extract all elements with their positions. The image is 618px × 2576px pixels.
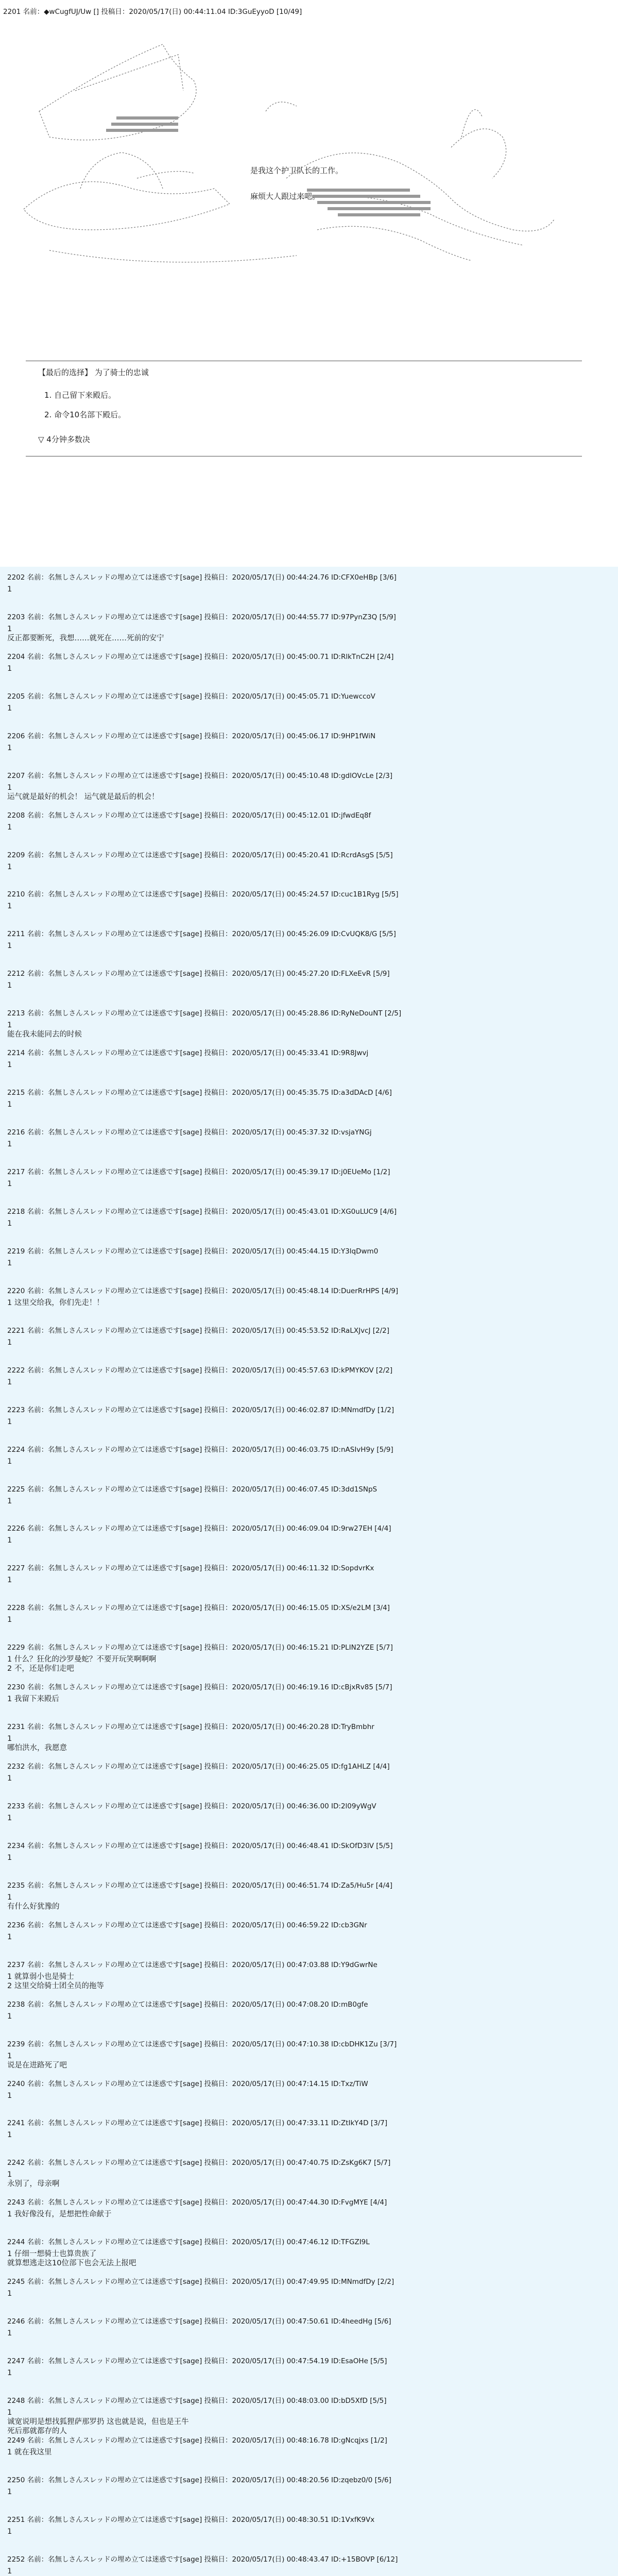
- reply-post: [7, 929, 610, 951]
- post-header: 2214 名前：名無しさんスレッドの埋め立ては迷惑です[sage] 投稿日：2020/05/17(日) 00:45:33.41 ID:9R8Jwvj: [7, 1049, 369, 1057]
- reply-post: [7, 652, 610, 673]
- post-header: 2216 名前：名無しさんスレッドの埋め立ては迷惑です[sage] 投稿日：2020/05/17(日) 00:45:37.32 ID:vsjaYNGj: [7, 1128, 372, 1137]
- post-header: 2203 名前：名無しさんスレッドの埋め立ては迷惑です[sage] 投稿日：2020/05/17(日) 00:44:55.77 ID:97PynZ3Q [5/9]: [7, 613, 396, 621]
- post-body: 1: [7, 1576, 12, 1584]
- post-body: 1: [7, 981, 12, 990]
- post-body: 1: [7, 704, 12, 713]
- post-header: 2235 名前：名無しさんスレッドの埋め立ては迷惑です[sage] 投稿日：2020/05/17(日) 00:46:51.74 ID:Za5/Hu5r [4/4]: [7, 1882, 393, 1890]
- reply-post: [7, 1366, 610, 1387]
- post-header: 2213 名前：名無しさんスレッドの埋め立ては迷惑です[sage] 投稿日：2020/05/17(日) 00:45:28.86 ID:RyNeDouNT [2/5]: [7, 1009, 402, 1018]
- art-dialogue-line: 是我这个护卫队长的工作。: [250, 166, 344, 175]
- post-header: 2217 名前：名無しさんスレッドの埋め立ては迷惑です[sage] 投稿日：2020/05/17(日) 00:45:39.17 ID:j0EUeMo [1/2]: [7, 1168, 390, 1176]
- post-body: 1: [7, 2131, 12, 2139]
- post-body: 1: [7, 744, 12, 752]
- reply-post: [7, 2436, 610, 2457]
- post-header: 2246 名前：名無しさんスレッドの埋め立ては迷惑です[sage] 投稿日：2020/05/17(日) 00:47:50.61 ID:4heedHg [5/6]: [7, 2317, 391, 2326]
- post-body: 1: [7, 1536, 12, 1545]
- post-header: 2204 名前：名無しさんスレッドの埋め立ては迷惑です[sage] 投稿日：2020/05/17(日) 00:45:00.71 ID:RlkTnC2H [2/4]: [7, 653, 394, 661]
- post-body: 1: [7, 2369, 12, 2377]
- art-dialogue-line: 麻烦大人跟过来吧。: [250, 192, 320, 201]
- post-body: 1: [7, 1774, 12, 1783]
- vote-time-note: ▽ 4分钟多数决: [38, 435, 90, 444]
- reply-post: [7, 2198, 610, 2219]
- post-header: 2219 名前：名無しさんスレッドの埋め立ては迷惑です[sage] 投稿日：2020/05/17(日) 00:45:44.15 ID:Y3lqDwm0: [7, 1247, 379, 1256]
- post-body: 1 哪怕洪水，我愿意: [7, 1735, 67, 1752]
- post-header: 2250 名前：名無しさんスレッドの埋め立ては迷惑です[sage] 投稿日：2020/05/17(日) 00:48:20.56 ID:zqebz0/0 [5/6]: [7, 2476, 391, 2484]
- ascii-art-illustration: [8, 34, 611, 292]
- reply-post: [7, 2277, 610, 2298]
- vote-choices: [26, 359, 582, 459]
- post-header: 2247 名前：名無しさんスレッドの埋め立ては迷惑です[sage] 投稿日：2020/05/17(日) 00:47:54.19 ID:EsaOHe [5/5]: [7, 2357, 387, 2365]
- post-body: 1 我好像没有，是想把性命献于: [7, 2210, 112, 2218]
- reply-post: [7, 1643, 610, 1673]
- post-header: 2205 名前：名無しさんスレッドの埋め立ては迷惑です[sage] 投稿日：2020/05/17(日) 00:45:05.71 ID:YuewccoV: [7, 692, 375, 701]
- post-header: 2244 名前：名無しさんスレッドの埋め立ては迷惑です[sage] 投稿日：2020/05/17(日) 00:47:46.12 ID:TFGZI9L: [7, 2238, 370, 2246]
- post-header: 2242 名前：名無しさんスレッドの埋め立ては迷惑です[sage] 投稿日：2020/05/17(日) 00:47:40.75 ID:ZsKg6K7 [5/7]: [7, 2159, 391, 2167]
- post-body: 1 永别了，母亲啊: [7, 2171, 60, 2188]
- post-header: 2229 名前：名無しさんスレッドの埋め立ては迷惑です[sage] 投稿日：2020/05/17(日) 00:46:15.21 ID:PLIN2YZE [5/7]: [7, 1643, 393, 1652]
- post-header: 2201 名前：◆wCugfUJ/Uw [] 投稿日：2020/05/17(日) 00:44:11.04 ID:3GuEyyoD [10/49]: [3, 8, 302, 16]
- reply-post: [7, 1802, 610, 1823]
- vote-option: 1. 自己留下来殿后。: [44, 391, 116, 400]
- art-dialogue: [250, 158, 343, 209]
- reply-post: [7, 1326, 610, 1347]
- reply-post: [7, 1881, 610, 1911]
- post-body: 1 这里交给我，你们先走！！: [7, 1299, 104, 1307]
- reply-post: [7, 1485, 610, 1506]
- post-body: 1: [7, 1458, 12, 1466]
- reply-post: [7, 692, 610, 713]
- post-header: 2211 名前：名無しさんスレッドの埋め立ては迷惑です[sage] 投稿日：2020/05/17(日) 00:45:26.09 ID:CvUQK8/G [5/5]: [7, 930, 396, 938]
- post-header: 2232 名前：名無しさんスレッドの埋め立ては迷惑です[sage] 投稿日：2020/05/17(日) 00:46:25.05 ID:fg1AHLZ [4/4]: [7, 1762, 390, 1771]
- reply-post: [7, 2000, 610, 2021]
- post-body: 1: [7, 1100, 12, 1109]
- reply-post: [7, 2476, 610, 2497]
- reply-post: [7, 573, 610, 594]
- post-body: 1 什么？狂化的沙罗曼蛇？不要开玩笑啊啊啊 2 不，还是你们走吧: [7, 1655, 157, 1673]
- post-body: 1: [7, 2290, 12, 2298]
- reply-post: [7, 2158, 610, 2189]
- post-body: 1: [7, 1497, 12, 1505]
- post-header: 2206 名前：名無しさんスレッドの埋め立ては迷惑です[sage] 投稿日：2020/05/17(日) 00:45:06.17 ID:9HP1fWiN: [7, 732, 376, 740]
- post-body: 1 就算弱小也是骑士 2 这里交给骑士团全员的拖等: [7, 1973, 104, 1990]
- reply-post: [7, 2119, 610, 2140]
- reply-post: [7, 1762, 610, 1783]
- reply-post: [7, 1722, 610, 1753]
- post-header: 2210 名前：名無しさんスレッドの埋め立ては迷惑です[sage] 投稿日：2020/05/17(日) 00:45:24.57 ID:cuc1B1Ryg [5/5]: [7, 890, 399, 899]
- post-body: 1: [7, 1378, 12, 1386]
- post-body: 1: [7, 1259, 12, 1267]
- reply-post: [7, 1683, 610, 1704]
- vote-option: 2. 命令10名部下殿后。: [44, 410, 126, 419]
- post-body: 1: [7, 863, 12, 871]
- post-body: 1: [7, 1616, 12, 1624]
- post-header: 2202 名前：名無しさんスレッドの埋め立ては迷惑です[sage] 投稿日：2020/05/17(日) 00:44:24.76 ID:CFX0eHBp [3/6]: [7, 573, 397, 582]
- post-header: 2241 名前：名無しさんスレッドの埋め立ては迷惑です[sage] 投稿日：2020/05/17(日) 00:47:33.11 ID:ZtIkY4D [3/7]: [7, 2119, 388, 2127]
- reply-post: [7, 1088, 610, 1109]
- reply-post: [7, 1286, 610, 1308]
- post-header: 2208 名前：名無しさんスレッドの埋め立ては迷惑です[sage] 投稿日：2020/05/17(日) 00:45:12.01 ID:jfwdEq8f: [7, 811, 371, 820]
- post-body: 1: [7, 1418, 12, 1426]
- reply-post: [7, 851, 610, 872]
- reply-post: [7, 1009, 610, 1039]
- post-body: 1: [7, 1338, 12, 1347]
- post-body: 1 诚宽说明是想找狐狸萨那罗扔 这也就是说，但也是王牛 死后那就都存的人: [7, 2409, 189, 2435]
- post-body: 1 说是在进路死了吧: [7, 2052, 67, 2070]
- original-post: [3, 3, 615, 518]
- post-body: 1: [7, 2012, 12, 2021]
- reply-post: [7, 1405, 610, 1427]
- reply-post: [7, 1247, 610, 1268]
- post-header: 2237 名前：名無しさんスレッドの埋め立ては迷惑です[sage] 投稿日：2020/05/17(日) 00:47:03.88 ID:Y9dGwrNe: [7, 1961, 377, 1969]
- post-header: 2240 名前：名無しさんスレッドの埋め立ては迷惑です[sage] 投稿日：2020/05/17(日) 00:47:14.15 ID:Txz/TiW: [7, 2080, 368, 2088]
- reply-post: [7, 969, 610, 990]
- reply-post: [7, 613, 610, 643]
- post-header: 2228 名前：名無しさんスレッドの埋め立ては迷惑です[sage] 投稿日：2020/05/17(日) 00:46:15.05 ID:XS/e2LM [3/4]: [7, 1604, 390, 1612]
- reply-post: [7, 2396, 610, 2436]
- reply-post: [7, 2040, 610, 2070]
- post-header: 2251 名前：名無しさんスレッドの埋め立ては迷惑です[sage] 投稿日：2020/05/17(日) 00:48:30.51 ID:1VxfK9Vx: [7, 2516, 375, 2524]
- post-header: 2225 名前：名無しさんスレッドの埋め立ては迷惑です[sage] 投稿日：2020/05/17(日) 00:46:07.45 ID:3dd1SNpS: [7, 1485, 377, 1494]
- post-header: 2220 名前：名無しさんスレッドの埋め立ては迷惑です[sage] 投稿日：2020/05/17(日) 00:45:48.14 ID:DuerRrHPS [4/9]: [7, 1287, 399, 1295]
- post-header: 2207 名前：名無しさんスレッドの埋め立ては迷惑です[sage] 投稿日：2020/05/17(日) 00:45:10.48 ID:gdlOVcLe [2/3]: [7, 772, 393, 780]
- post-header: 2224 名前：名無しさんスレッドの埋め立ては迷惑です[sage] 投稿日：2020/05/17(日) 00:46:03.75 ID:nASIvH9y [5/9]: [7, 1446, 393, 1454]
- reply-post: [7, 811, 610, 832]
- reply-post: [7, 2238, 610, 2268]
- reply-post: [7, 1445, 610, 1466]
- reply-post: [7, 771, 610, 802]
- post-header: 2234 名前：名無しさんスレッドの埋め立ては迷惑です[sage] 投稿日：2020/05/17(日) 00:46:48.41 ID:SkOfD3IV [5/5]: [7, 1842, 393, 1850]
- reply-post: [7, 1921, 610, 1942]
- post-body: 1: [7, 585, 12, 594]
- reply-post: [7, 2555, 610, 2576]
- post-header: 2218 名前：名無しさんスレッドの埋め立ては迷惑です[sage] 投稿日：2020/05/17(日) 00:45:43.01 ID:XG0uLUC9 [4/6]: [7, 1208, 397, 1216]
- post-body: 1: [7, 942, 12, 950]
- post-body: 1 能在我未能同去的时候: [7, 1021, 82, 1039]
- post-header: 2233 名前：名無しさんスレッドの埋め立ては迷惑です[sage] 投稿日：2020/05/17(日) 00:46:36.00 ID:2l09yWgV: [7, 1802, 376, 1810]
- reply-post: [7, 2317, 610, 2338]
- post-header: 2243 名前：名無しさんスレッドの埋め立ては迷惑です[sage] 投稿日：2020/05/17(日) 00:47:44.30 ID:FvgMYE [4/4]: [7, 2198, 387, 2207]
- post-body: 1: [7, 2329, 12, 2337]
- reply-post: [7, 1603, 610, 1624]
- post-body: 1: [7, 1933, 12, 1941]
- reply-post: [7, 1564, 610, 1585]
- post-body: 1: [7, 2488, 12, 2496]
- post-header: 2249 名前：名無しさんスレッドの埋め立ては迷惑です[sage] 投稿日：2020/05/17(日) 00:48:16.78 ID:gNcqjxs [1/2]: [7, 2436, 387, 2445]
- reply-post: [7, 1048, 610, 1070]
- post-body: 1 反正都要断死，我想……就死在……死前的安宁: [7, 625, 164, 642]
- post-header: 2226 名前：名無しさんスレッドの埋め立ては迷惑です[sage] 投稿日：2020/05/17(日) 00:46:09.04 ID:9rw27EH [4/4]: [7, 1524, 391, 1533]
- post-body: 1: [7, 1180, 12, 1188]
- reply-post: [7, 890, 610, 911]
- post-header: 2227 名前：名無しさんスレッドの埋め立ては迷惑です[sage] 投稿日：2020/05/17(日) 00:46:11.32 ID:SopdvrKx: [7, 1564, 374, 1572]
- post-body: 1 有什么好犹豫的: [7, 1893, 60, 1911]
- post-header: 2215 名前：名無しさんスレッドの埋め立ては迷惑です[sage] 投稿日：2020/05/17(日) 00:45:35.75 ID:a3dDAcD [4/6]: [7, 1089, 392, 1097]
- post-header: 2222 名前：名無しさんスレッドの埋め立ては迷惑です[sage] 投稿日：2020/05/17(日) 00:45:57.63 ID:kPMYKOV [2/2]: [7, 1366, 393, 1375]
- post-header: 2236 名前：名無しさんスレッドの埋め立ては迷惑です[sage] 投稿日：2020/05/17(日) 00:46:59.22 ID:cb3GNr: [7, 1921, 367, 1929]
- post-header: 2248 名前：名無しさんスレッドの埋め立ては迷惑です[sage] 投稿日：2020/05/17(日) 00:48:03.00 ID:bD5XfD [5/5]: [7, 2397, 387, 2405]
- post-body: 1: [7, 1140, 12, 1148]
- vote-title: 【最后的选择】 为了骑士的忠诚: [38, 368, 149, 377]
- post-header: 2252 名前：名無しさんスレッドの埋め立ては迷惑です[sage] 投稿日：2020/05/17(日) 00:48:43.47 ID:+15BOVP [6/12]: [7, 2555, 398, 2564]
- reply-post: [7, 1960, 610, 1991]
- reply-post: [7, 1128, 610, 1149]
- post-body: 1 仔细一想骑士也算贵族了 就算想逃走这10位部下也会无法上报吧: [7, 2250, 136, 2267]
- reply-post: [7, 1841, 610, 1862]
- post-header: 2239 名前：名無しさんスレッドの埋め立ては迷惑です[sage] 投稿日：2020/05/17(日) 00:47:10.38 ID:cbDHK1Zu [3/7]: [7, 2040, 397, 2048]
- reply-post: [7, 2515, 610, 2536]
- post-body: 1: [7, 902, 12, 910]
- post-header: 2231 名前：名無しさんスレッドの埋め立ては迷惑です[sage] 投稿日：2020/05/17(日) 00:46:20.28 ID:TryBmbhr: [7, 1723, 374, 1731]
- post-body: 1: [7, 1061, 12, 1069]
- post-header: 2230 名前：名無しさんスレッドの埋め立ては迷惑です[sage] 投稿日：2020/05/17(日) 00:46:19.16 ID:cBjxRv85 [5/7]: [7, 1683, 392, 1691]
- reply-post: [7, 732, 610, 753]
- post-body: 1 就在我这里: [7, 2448, 52, 2456]
- reply-post: [7, 1167, 610, 1189]
- post-header: 2245 名前：名無しさんスレッドの埋め立ては迷惑です[sage] 投稿日：2020/05/17(日) 00:47:49.95 ID:MNmdfDy [2/2]: [7, 2278, 394, 2286]
- post-body: 1 我留下来殿后: [7, 1695, 59, 1703]
- post-header: 2209 名前：名無しさんスレッドの埋め立ては迷惑です[sage] 投稿日：2020/05/17(日) 00:45:20.41 ID:RcrdAsgS [5/5]: [7, 851, 393, 859]
- post-header: 2212 名前：名無しさんスレッドの埋め立ては迷惑です[sage] 投稿日：2020/05/17(日) 00:45:27.20 ID:FLXeEvR [5/9]: [7, 970, 390, 978]
- reply-post: [7, 1524, 610, 1545]
- post-body: 1: [7, 2528, 12, 2536]
- post-body: 1: [7, 1814, 12, 1822]
- post-body: 1: [7, 2092, 12, 2100]
- reply-post: [7, 1207, 610, 1228]
- reply-post: [7, 2357, 610, 2378]
- post-body: 1: [7, 1219, 12, 1228]
- post-header: 2223 名前：名無しさんスレッドの埋め立ては迷惑です[sage] 投稿日：2020/05/17(日) 00:46:02.87 ID:MNmdfDy [1/2]: [7, 1406, 394, 1414]
- post-header: 2221 名前：名無しさんスレッドの埋め立ては迷惑です[sage] 投稿日：2020/05/17(日) 00:45:53.52 ID:RaLXJvcJ [2/2]: [7, 1327, 390, 1335]
- post-body: 1: [7, 2567, 12, 2575]
- post-body: 1 运气就是最好的机会！ 运气就是最后的机会！: [7, 784, 159, 801]
- post-body: 1: [7, 1854, 12, 1862]
- reply-post: [7, 2079, 610, 2100]
- post-body: 1: [7, 823, 12, 832]
- reply-list: [0, 567, 618, 2576]
- post-header: 2238 名前：名無しさんスレッドの埋め立ては迷惑です[sage] 投稿日：2020/05/17(日) 00:47:08.20 ID:mB0gfe: [7, 2001, 368, 2009]
- post-body: 1: [7, 665, 12, 673]
